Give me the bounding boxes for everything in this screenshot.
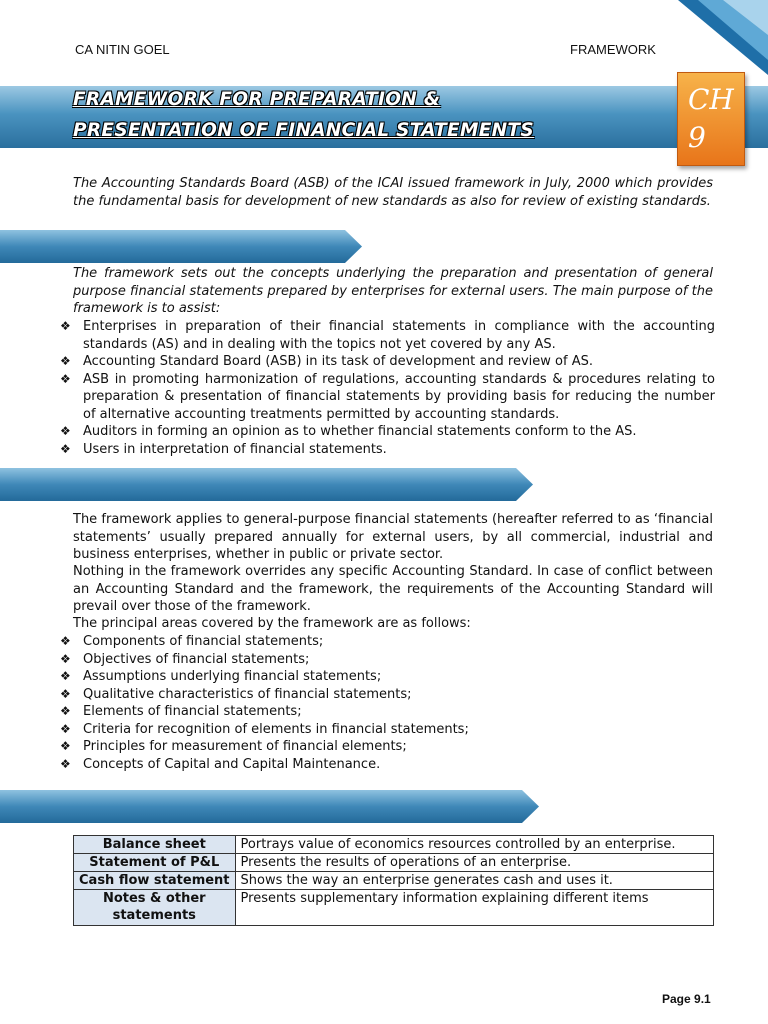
table-row [74,890,714,926]
table-key: Balance sheet [74,836,236,854]
section-bar-components [0,790,539,823]
list-item: ❖ Accounting Standard Board (ASB) in its task of development and review of AS. [60,354,593,369]
scope-list [60,633,715,773]
chapter-number: 9 [688,121,706,154]
section-bar-purpose [0,230,362,263]
bullet-icon: ❖ [60,669,71,683]
list-item: ❖ Objectives of financial statements; [60,651,310,667]
table-value: Presents the results of operations of an enterprise. [235,854,713,872]
list-item: ❖ Components of financial statements; [60,634,324,649]
table-key: Statement of P&L [74,854,236,872]
scope-paragraph-3: The principal areas covered by the framework are as follows: [73,616,471,631]
bullet-icon: ❖ [60,651,71,666]
bullet-icon: ❖ [60,739,71,753]
scope-paragraph-1: The framework applies to general-purpose financial statements (hereafter referred to as ‘financial statements’ usually prepared annually for external users, by all commercial, industrial and business enterprises, whether in public or private sector. [73,512,713,562]
table-row [74,872,714,890]
purpose-list [60,318,715,458]
purpose-paragraph: The framework sets out the concepts underlying the preparation and presentation of general purpose financial statements prepared by enterprises for external users. The main purpose of the framework is to assist: [73,266,713,316]
table-value: Portrays value of economics resources controlled by an enterprise. [235,836,713,854]
list-item: ❖ Principles for measurement of financial elements; [60,739,407,754]
table-value: Shows the way an enterprise generates cash and uses it. [235,872,713,890]
components-table [73,835,714,926]
list-item: ❖ Criteria for recognition of elements in financial statements; [60,721,469,737]
list-item: ❖ Users in interpretation of financial statements. [60,441,387,457]
table-key: Cash flow statement [74,872,236,890]
chapter-badge [677,72,745,166]
page-number: Page 9.1 [662,992,711,1006]
list-item: ❖ ASB in promoting harmonization of regulations, accounting standards & procedures relating to preparation & presentation of financial statements by providing basis for reducing the number of alternative accounting treatments permitted by accounting standards. [60,371,715,422]
section-bar-scope [0,468,533,501]
bullet-icon: ❖ [60,424,71,438]
list-item: ❖ Assumptions underlying financial statements; [60,669,382,684]
list-item: ❖ Enterprises in preparation of their financial statements in compliance with the accounting standards (AS) and in dealing with the topics not yet covered by any AS. [60,319,715,352]
title-line-1: FRAMEWORK FOR PREPARATION & [73,89,441,110]
bullet-icon: ❖ [60,441,71,456]
chapter-label: CH [688,83,734,116]
title-line-2: PRESENTATION OF FINANCIAL STATEMENTS [73,120,534,141]
bullet-icon: ❖ [60,686,71,701]
bullet-icon: ❖ [60,371,71,386]
intro-paragraph: The Accounting Standards Board (ASB) of the ICAI issued framework in July, 2000 which provides the fundamental basis for development of new standards as also for review of existing standards. [73,176,713,209]
table-key: Notes & other statements [74,890,236,926]
scope-paragraph-2: Nothing in the framework overrides any specific Accounting Standard. In case of conflict between an Accounting Standard and the framework, the requirements of the Accounting Standard will prevail over those of the framework. [73,564,713,614]
list-item: ❖ Elements of financial statements; [60,704,302,719]
list-item: ❖ Auditors in forming an opinion as to whether financial statements conform to the AS. [60,424,637,439]
table-row [74,854,714,872]
list-item: ❖ Concepts of Capital and Capital Maintenance. [60,756,381,772]
bullet-icon: ❖ [60,354,71,368]
section-name: FRAMEWORK [570,42,656,57]
corner-decoration [678,0,768,75]
bullet-icon: ❖ [60,319,71,333]
bullet-icon: ❖ [60,704,71,718]
table-row [74,836,714,854]
list-item: ❖ Qualitative characteristics of financial statements; [60,686,412,702]
bullet-icon: ❖ [60,634,71,648]
author-name: CA NITIN GOEL [75,42,170,57]
table-value: Presents supplementary information explaining different items [235,890,713,926]
bullet-icon: ❖ [60,756,71,771]
bullet-icon: ❖ [60,721,71,736]
